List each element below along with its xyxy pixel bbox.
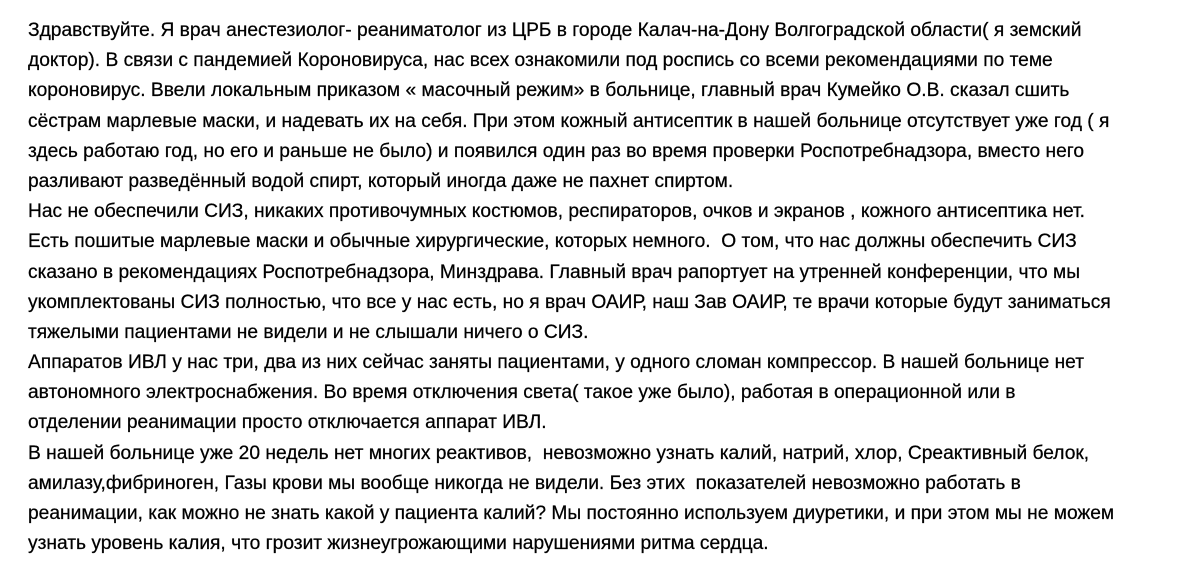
text-line: здесь работаю год, но его и раньше не было) и появился один раз во время проверки Роспотребнадзора, вместо него [28, 140, 1085, 162]
text-line: Аппаратов ИВЛ у нас три, два из них сейчас заняты пациентами, у одного сломан компрессор. В нашей больнице нет [28, 352, 1084, 374]
text-line: отделении реанимации просто отключается аппарат ИВЛ. [28, 412, 547, 434]
text-line: автономного электроснабжения. Во время отключения света( такое уже было), работая в операционной или в [28, 382, 1016, 404]
text-line: разливают разведённый водой спирт, который иногда даже не пахнет спиртом. [28, 170, 734, 192]
text-line: сёстрам марлевые маски, и надевать их на себя. При этом кожный антисептик в нашей больнице отсутствует уже год ( я [28, 110, 1110, 132]
text-line: укомплектованы СИЗ полностью, что все у нас есть, но я врач ОАИР, наш Зав ОАИР, те врачи которые будут заниматься [28, 291, 1111, 313]
text-line: реанимации, как можно не знать какой у пациента калий? Мы постоянно используем диуретики, и при этом мы не можем [28, 503, 1115, 524]
text-line: В нашей больнице уже 20 недель нет многих реактивов, невозможно узнать калий, натрий, хлор, Среактивный белок, [28, 442, 1090, 464]
text-line: Нас не обеспечили СИЗ, никаких противочумных костюмов, респираторов, очков и экранов , кожного антисептика нет. [28, 201, 1085, 223]
text-line: Здравствуйте. Я врач анестезиолог- реаниматолог из ЦРБ в городе Калач-на-Дону Волгоградской области( я земский [28, 20, 1082, 41]
text-line: амилазу,фибриноген, Газы крови мы вообще никогда не видели. Без этих показателей невозможно работать в [28, 472, 1021, 494]
text-line: Есть пошитые марлевые маски и обычные хирургические, которых немного. О том, что нас должны обеспечить СИЗ [28, 231, 1077, 253]
text-line: тяжелыми пациентами не видели и не слышали ничего о СИЗ. [28, 321, 589, 343]
text-line: короновирус. Ввели локальным приказом « масочный режим» в больнице, главный врач Кумейко О.В. сказал сшить [28, 80, 1070, 102]
text-line: узнать уровень калия, что грозит жизнеугрожающими нарушениями ритма сердца. [28, 533, 769, 555]
letter-text [28, 16, 1192, 559]
text-line: доктор). В связи с пандемией Короновируса, нас всех ознакомили под роспись со всеми рекомендациями по теме [28, 50, 1053, 72]
text-line: сказано в рекомендациях Роспотребнадзора, Минздрава. Главный врач рапортует на утренней конференции, что мы [28, 261, 1081, 283]
